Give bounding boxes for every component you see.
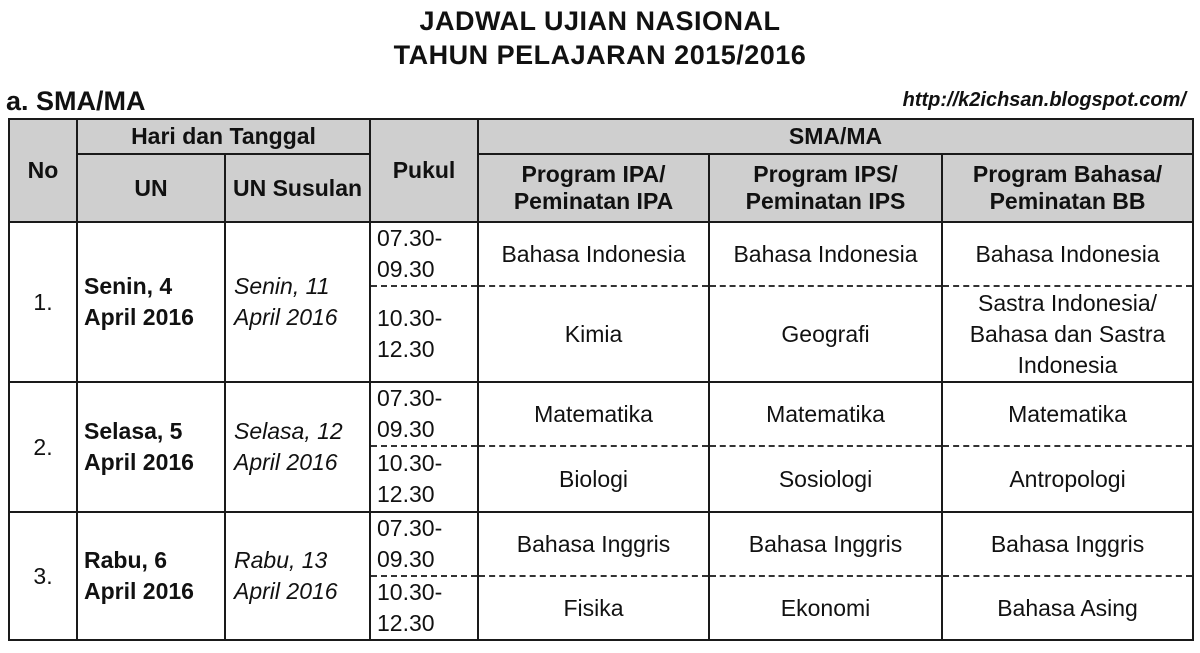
table-row xyxy=(9,222,1193,286)
session-time: 10.30- 12.30 xyxy=(370,576,478,640)
header-un: UN xyxy=(77,154,225,222)
subject-ips: Ekonomi xyxy=(709,576,942,640)
header-program-ips: Program IPS/ Peminatan IPS xyxy=(709,154,942,222)
un-date: Senin, 4 April 2016 xyxy=(77,222,225,382)
subject-ips: Bahasa Indonesia xyxy=(709,222,942,286)
session-time: 07.30- 09.30 xyxy=(370,222,478,286)
un-susulan-date: Selasa, 12 April 2016 xyxy=(225,382,370,512)
session-time: 07.30- 09.30 xyxy=(370,512,478,576)
session-time: 10.30- 12.30 xyxy=(370,446,478,512)
header-un-susulan: UN Susulan xyxy=(225,154,370,222)
subject-bahasa: Sastra Indonesia/ Bahasa dan Sastra Indonesia xyxy=(942,286,1193,382)
source-url: http://k2ichsan.blogspot.com/ xyxy=(902,89,1186,111)
subject-ips: Sosiologi xyxy=(709,446,942,512)
day-number: 1. xyxy=(9,222,77,382)
subject-ips: Matematika xyxy=(709,382,942,446)
session-time: 10.30- 12.30 xyxy=(370,286,478,382)
subject-ips: Geografi xyxy=(709,286,942,382)
subject-bahasa: Bahasa Indonesia xyxy=(942,222,1193,286)
table-row xyxy=(9,382,1193,446)
subject-bahasa: Antropologi xyxy=(942,446,1193,512)
subject-bahasa: Bahasa Inggris xyxy=(942,512,1193,576)
subject-ipa: Kimia xyxy=(478,286,709,382)
day-number: 3. xyxy=(9,512,77,640)
header-hari-tanggal: Hari dan Tanggal xyxy=(77,119,370,154)
section-label: a. SMA/MA xyxy=(6,86,146,116)
page-subtitle: TAHUN PELAJARAN 2015/2016 xyxy=(393,40,807,70)
subject-bahasa: Matematika xyxy=(942,382,1193,446)
header-program-ipa: Program IPA/ Peminatan IPA xyxy=(478,154,709,222)
subject-ipa: Bahasa Indonesia xyxy=(478,222,709,286)
un-date: Rabu, 6 April 2016 xyxy=(77,512,225,640)
un-susulan-date: Rabu, 13 April 2016 xyxy=(225,512,370,640)
table-row xyxy=(9,512,1193,576)
un-susulan-date: Senin, 11 April 2016 xyxy=(225,222,370,382)
un-date: Selasa, 5 April 2016 xyxy=(77,382,225,512)
session-time: 07.30- 09.30 xyxy=(370,382,478,446)
subject-ipa: Bahasa Inggris xyxy=(478,512,709,576)
subject-ips: Bahasa Inggris xyxy=(709,512,942,576)
header-no: No xyxy=(9,119,77,222)
header-sma-ma: SMA/MA xyxy=(478,119,1193,154)
page-title: JADWAL UJIAN NASIONAL xyxy=(419,6,781,36)
subject-ipa: Matematika xyxy=(478,382,709,446)
subject-ipa: Fisika xyxy=(478,576,709,640)
day-number: 2. xyxy=(9,382,77,512)
subject-ipa: Biologi xyxy=(478,446,709,512)
header-pukul: Pukul xyxy=(370,119,478,222)
header-program-bahasa: Program Bahasa/ Peminatan BB xyxy=(942,154,1193,222)
subject-bahasa: Bahasa Asing xyxy=(942,576,1193,640)
schedule-table xyxy=(8,118,1194,641)
